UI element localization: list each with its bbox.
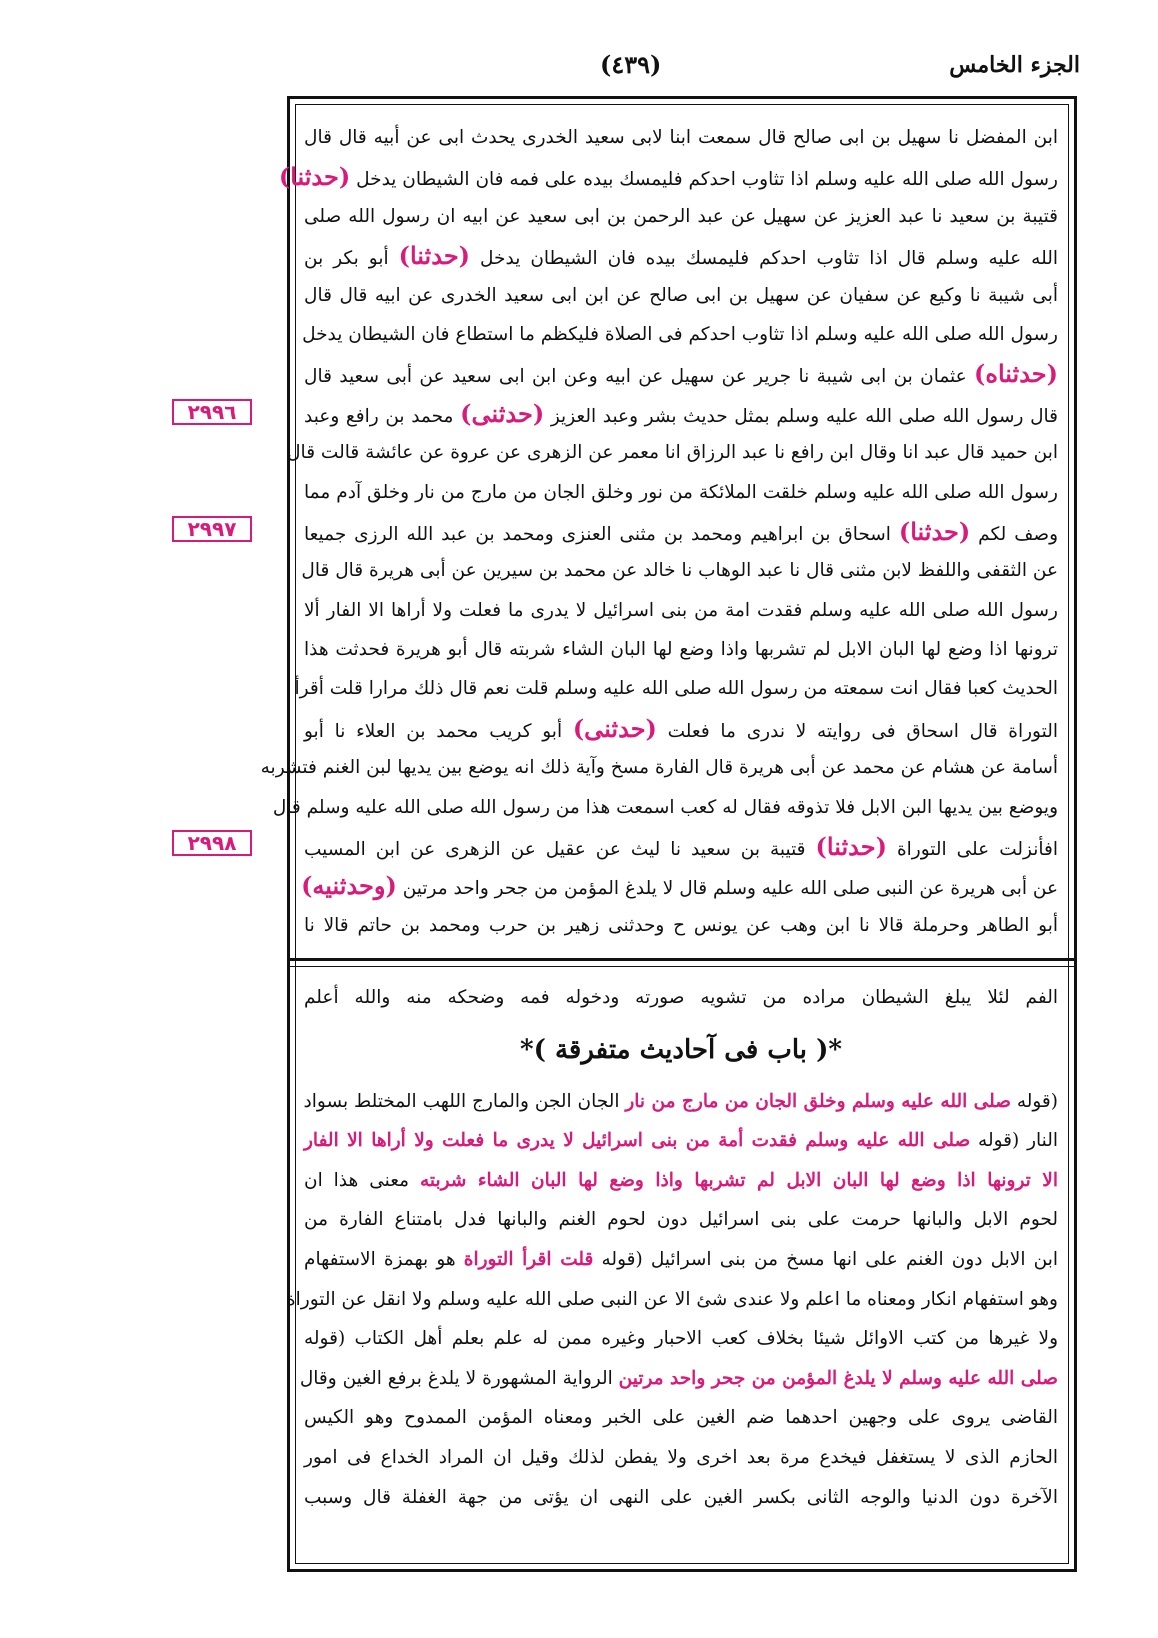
commentary-line: وهو استفهام انكار ومعناه ما اعلم ولا عندى شئ الا عن النبى صلى الله عليه وسلم ولا انقل عن التوراة <box>285 1288 1058 1310</box>
matn-line: رسول الله صلى الله عليه وسلم اذا تثاوب احدكم فليمسك بيده على فمه فان الشيطان يدخل (حدثنا) <box>278 162 1058 192</box>
matn-line: قتيبة بن سعيد نا عبد العزيز عن سهيل عن عبد الرحمن بن ابى سعيد عن ابيه ان رسول الله صلى <box>304 205 1058 227</box>
page-number: (٤٣٩) <box>600 50 662 79</box>
matn-line: أبو الطاهر وحرملة قالا نا ابن وهب عن يونس ح وحدثنى زهير بن حرب ومحمد بن حاتم قالا نا <box>304 914 1058 936</box>
matn-line: عن أبى هريرة عن النبى صلى الله عليه وسلم قال لا يلدغ المؤمن من جحر واحد مرتين (وحدثنيه) <box>301 871 1058 901</box>
matn-line: الله عليه وسلم قال اذا تثاوب احدكم فليمسك بيده فان الشيطان يدخل (حدثنا) أبو بكر بن <box>304 241 1058 271</box>
page-header <box>290 48 1080 88</box>
matn-line: ويوضع بين يديها البن الابل فلا تذوقه فقال له كعب اسمعت هذا من رسول الله صلى الله عليه وسلم قال <box>272 796 1058 818</box>
matn-line: الحديث كعبا فقال انت سمعته من رسول الله صلى الله عليه وسلم قلت نعم قال ذلك مرارا قلت أقرأ <box>294 678 1058 700</box>
narration-keyword: (حدثنا) <box>898 516 971 546</box>
narration-keyword: (حدثنى) <box>572 713 657 743</box>
hadith-text <box>260 118 1059 945</box>
section-divider <box>287 958 1077 961</box>
matn-line: رسول الله صلى الله عليه وسلم اذا تثاوب احدكم فى الصلاة فليكظم ما استطاع فان الشيطان يدخل <box>302 323 1058 345</box>
commentary-line: الآخرة دون الدنيا والوجه الثانى بكسر الغين على النهى ان يؤتى من جهة الغفلة قال وسبب <box>304 1486 1058 1508</box>
section-divider-inner <box>287 966 1077 967</box>
commentary-line: ولا غيرها من كتب الاوائل شيئا بخلاف كعب الاحبار وغيره ممن له علم بعلم أهل الكتاب (قوله <box>304 1328 1058 1350</box>
matn-line: قال رسول الله صلى الله عليه وسلم بمثل حديث بشر وعبد العزيز (حدثنى) محمد بن رافع وعبد <box>304 398 1058 428</box>
commentary-line: النار (قوله صلى الله عليه وسلم فقدت أمة من بنى اسرائيل لا يدرى ما فعلت ولا أراها الا الفار <box>304 1130 1058 1152</box>
matn-line: افأنزلت على التوراة (حدثنا) قتيبة بن سعيد نا ليث عن عقيل عن الزهرى عن ابن المسيب <box>304 832 1059 862</box>
commentary-line: ابن الابل دون الغنم على انها مسخ من بنى اسرائيل (قوله قلت اقرأ التوراة هو بهمزة الاستفهام <box>304 1248 1059 1270</box>
matn-line: رسول الله صلى الله عليه وسلم خلقت الملائكة من نور وخلق الجان من مارج من نار وخلق آدم مما <box>304 481 1058 503</box>
matn-line: وصف لكم (حدثنا) اسحاق بن ابراهيم ومحمد بن مثنى العنزى ومحمد بن عبد الله الرزى جميعا <box>304 516 1059 546</box>
commentary-line: الحازم الذى لا يستغفل فيخدع مرة بعد اخرى ولا يفطن لذلك وقيل ان المراد الخداع فى امور <box>304 1446 1058 1468</box>
matn-line: (حدثناه) عثمان بن ابى شيبة نا جرير عن سهيل عن ابيه وعن ابن ابى سعيد عن أبى سعيد قال <box>304 359 1058 389</box>
commentary-intro: الفم لئلا يبلغ الشيطان مراده من تشويه صورته ودخوله فمه وضحكه منه والله أعلم <box>304 987 1058 1008</box>
narration-keyword: (حدثنا) <box>815 832 887 862</box>
matn-line: أسامة عن هشام عن محمد عن أبى هريرة قال الفارة مسخ وآية ذلك انه يوضع بين يديها لبن الغنم فتشربه <box>260 757 1058 779</box>
matn-line: التوراة قال اسحاق فى روايته لا ندرى ما فعلت (حدثنى) أبو كريب محمد بن العلاء نا أبو <box>304 713 1058 743</box>
matn-line: عن الثقفى واللفظ لابن مثنى قال نا عبد الوهاب نا خالد عن محمد بن سيرين عن أبى هريرة قال قال <box>301 560 1058 582</box>
commentary-line: (قوله صلى الله عليه وسلم وخلق الجان من مارج من نار الجان الجن والمارج اللهب المختلط بسواد <box>303 1090 1058 1112</box>
commentary-line: لحوم الابل والبانها حرمت على بنى اسرائيل دون لحوم الغنم والبانها فدل بامتناع الفارة من <box>304 1209 1058 1231</box>
commentary-line: الا ترونها اذا وضع لها البان الابل لم تشربها واذا وضع لها البان الشاء شربته معنى هذا ان <box>304 1169 1058 1191</box>
matn-line: أبى شيبة نا وكيع عن سفيان عن سهيل بن ابى صالح عن ابن ابى سعيد الخدرى عن ابيه قال قال <box>304 284 1058 306</box>
matn-line: ابن حميد قال عبد انا وقال ابن رافع نا عبد الرزاق انا معمر عن الزهرى عن عروة عن عائشة قالت قال <box>287 442 1058 464</box>
narration-keyword: (حدثنا) <box>398 241 471 271</box>
volume-title: الجزء الخامس <box>949 52 1080 78</box>
hadith-number-1: ٢٩٩٦ <box>172 399 252 425</box>
commentary-line: صلى الله عليه وسلم لا يلدغ المؤمن من جحر واحد مرتين الرواية المشهورة لا يلدغ برفع الغين وقال <box>299 1367 1058 1389</box>
chapter-heading: *( باب فى آحاديث متفرقة )* <box>520 1034 842 1065</box>
hadith-number-2: ٢٩٩٧ <box>172 516 252 542</box>
hadith-number-3: ٢٩٩٨ <box>172 830 252 856</box>
narration-keyword: (حدثنا) <box>278 162 351 192</box>
commentary-line: القاضى يروى على وجهين احدهما ضم الغين على الخبر ومعناه المؤمن الممدوح وهو الكيس <box>304 1407 1058 1429</box>
narration-keyword: (وحدثنيه) <box>301 871 397 901</box>
narration-keyword: (حدثنى) <box>460 398 545 428</box>
commentary <box>285 978 1059 1517</box>
matn-line: رسول الله صلى الله عليه وسلم فقدت امة من بنى اسرائيل لا يدرى ما فعلت ولا أراها الا الفار ألا <box>304 599 1058 621</box>
matn-line: ترونها اذا وضع لها البان الابل لم تشربها واذا وضع لها البان الشاء شربته قال أبو هريرة فحدثت هذا <box>304 639 1058 661</box>
narration-keyword: (حدثناه) <box>974 359 1058 389</box>
matn-line: ابن المفضل نا سهيل بن ابى صالح قال سمعت ابنا لابى سعيد الخدرى يحدث ابى عن أبيه قال قال <box>304 127 1058 148</box>
